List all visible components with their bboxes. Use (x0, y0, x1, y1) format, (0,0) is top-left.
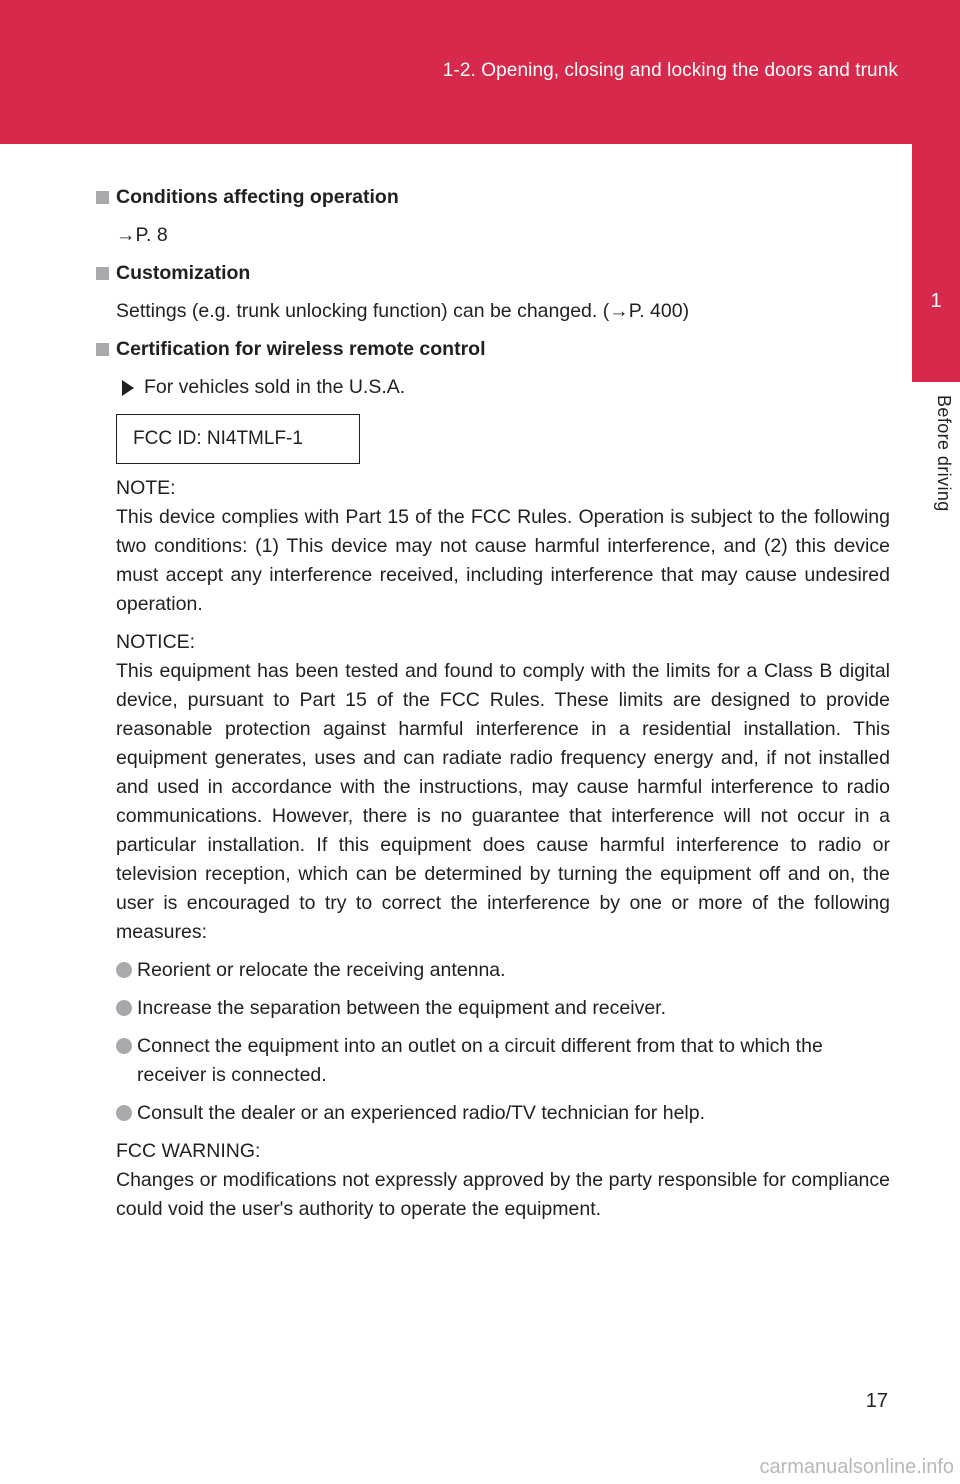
section-title: Conditions affecting operation (116, 186, 399, 208)
warning-text: Changes or modifications not expressly approved by the party responsible for compliance could void the user's authority to operate the equipment. (116, 1169, 890, 1220)
measure-text: Connect the equipment into an outlet on a circuit different from that to which the receiver is connected. (137, 1035, 823, 1086)
section-heading-certification (96, 335, 890, 364)
section-title: Certification for wireless remote control (116, 338, 486, 360)
round-bullet-icon (116, 962, 132, 978)
square-bullet-icon (96, 343, 109, 356)
list-item (96, 1099, 890, 1128)
watermark: carmanualsonline.info (759, 1456, 954, 1478)
chapter-title: 1-2. Opening, closing and locking the doors and trunk (442, 60, 898, 81)
measure-text: Consult the dealer or an experienced radio/TV technician for help. (137, 1102, 706, 1124)
chapter-tab-label: Before driving (934, 395, 954, 512)
market-text: For vehicles sold in the U.S.A. (144, 376, 406, 398)
notice-text: This equipment has been tested and found to comply with the limits for a Class B digital device, pursuant to Part 15 of the FCC Rules. These limits are designed to provide reasonable protection against harmful interference in a residential installation. This equipment generates, uses and can radiate radio frequency energy and, if not installed and used in accordance with the instructions, may cause harmful interference to radio communications. However, there is no guarantee that interference will not occur in a particular installation. If this equipment does cause harmful interference to radio or television reception, which can be determined by turning the equipment off and on, the user is encouraged to try to correct the interference by one or more of the following measures: (116, 660, 890, 943)
section-heading-conditions (96, 183, 890, 212)
chapter-tab-number: 1 (930, 290, 942, 312)
list-item (96, 956, 890, 985)
round-bullet-icon (116, 1000, 132, 1016)
notice-label: NOTICE: (116, 631, 196, 653)
header-bar (0, 0, 960, 144)
section-title: Customization (116, 262, 251, 284)
warning-label: FCC WARNING: (116, 1140, 261, 1162)
chapter-tab (912, 144, 960, 382)
page-content (96, 183, 890, 1224)
measure-text: Reorient or relocate the receiving antenna. (137, 959, 506, 981)
measure-text: Increase the separation between the equipment and receiver. (137, 997, 667, 1019)
fcc-id-box: FCC ID: NI4TMLF-1 (116, 414, 360, 464)
square-bullet-icon (96, 267, 109, 280)
note-text: This device complies with Part 15 of the FCC Rules. Operation is subject to the following two conditions: (1) This device may not cause harmful interference, and (2) this device must accept any interference received, including interference that may cause undesired operation. (116, 506, 890, 615)
list-item (96, 1032, 890, 1090)
round-bullet-icon (116, 1105, 132, 1121)
page-reference: →P. 8 (116, 224, 168, 246)
customization-text: Settings (e.g. trunk unlocking function) can be changed. (→P. 400) (116, 300, 690, 322)
list-item (96, 994, 890, 1023)
market-line (96, 373, 890, 402)
arrow-right-icon (122, 380, 134, 396)
round-bullet-icon (116, 1038, 132, 1054)
page-number: 17 (865, 1390, 888, 1412)
note-label: NOTE: (116, 477, 176, 499)
section-heading-customization (96, 259, 890, 288)
square-bullet-icon (96, 191, 109, 204)
